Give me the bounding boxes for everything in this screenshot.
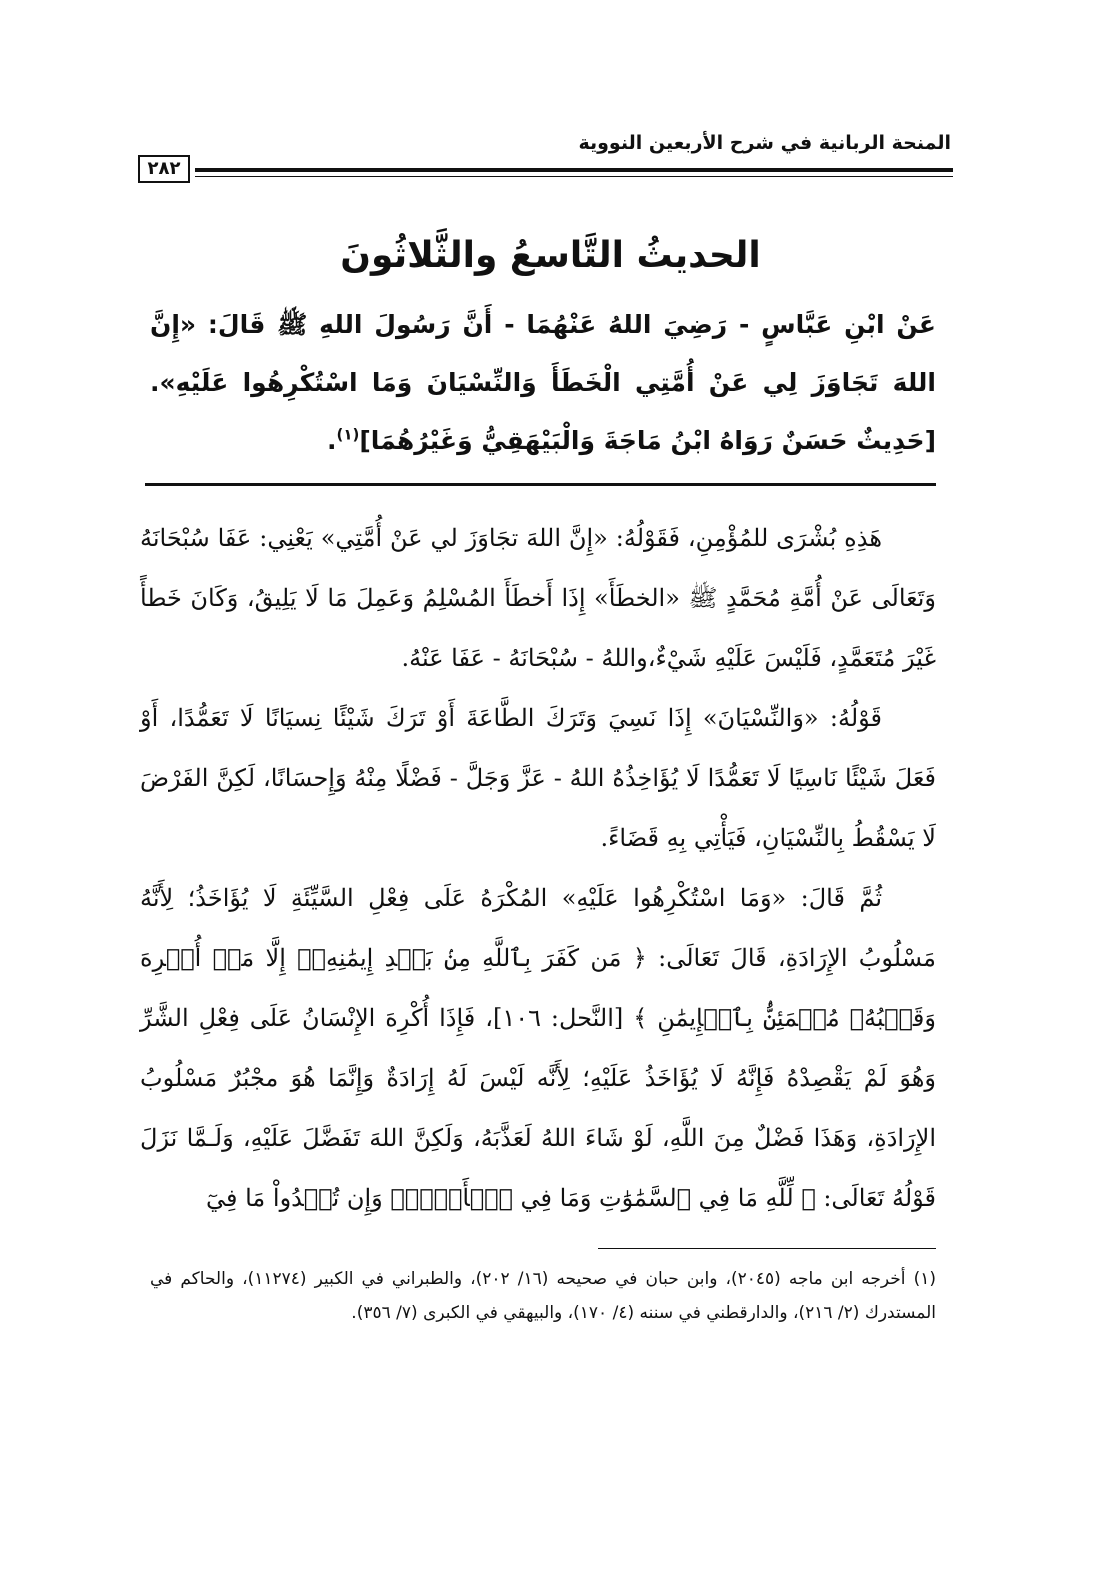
footnotes — [150, 1262, 936, 1330]
commentary-paragraph: ثُمَّ قَالَ: «وَمَا اسْتُكْرِهُوا عَلَيْهِ» المُكْرَهُ عَلَى فِعْلِ السَّيِّئَةِ لَا يُؤَاخَذُ؛ لِأَنَّهُ مَسْلُوبُ الإِرَادَةِ، قَالَ تَعَالَى: ﴿ مَن كَفَرَ بِٱللَّهِ مِنۢ بَعۡدِ إِيمَٰنِهِۦٓ إِلَّا مَنۡ أُكۡرِهَ وَقَلۡبُهُۥ مُطۡمَئِنُّۢ بِٱلۡإِيمَٰنِ ﴾ [النَّحل: ١٠٦]، فَإِذَا أُكْرِهَ الإِنْسَانُ عَلَى فِعْلِ الشَّرِّ وَهُوَ لَمْ يَقْصِدْهُ فَإِنَّهُ لَا يُؤَاخَذُ عَلَيْهِ؛ لِأَنَّه لَيْسَ لَهُ إِرَادَةٌ وَإِنَّمَا هُوَ مجْبُرٌ مَسْلُوبُ الإِرَادَةِ، وَهَذَا فَضْلٌ مِنَ اللَّهِ، لَوْ شَاءَ اللهُ لَعَذَّبَهُ، وَلَكِنَّ اللهَ تَفَضَّلَ عَلَيْهِ، وَلَـمَّا نَزَلَ قَوْلُهُ تَعَالَى: ﴿ لِّلَّهِ مَا فِي ٱلسَّمَٰوَٰتِ وَمَا فِي ٱلۡأَرۡضِۗ وَإِن تُبۡدُواْ مَا فِيٓ — [140, 884, 936, 1212]
commentary — [140, 508, 936, 1228]
chapter-title: الحديثُ التَّاسعُ والثَّلاثُونَ — [340, 235, 761, 276]
header-rule-thin — [195, 176, 953, 177]
commentary-paragraph: قَوْلُهُ: «وَالنِّسْيَانَ» إِذَا نَسِيَ وَتَرَكَ الطَّاعَةَ أَوْ تَرَكَ شَيْئًا نِسيَانًا لَا تَعَمُّدًا، أَوْ فَعَلَ شَيْئًا نَاسِيًا لَا تَعَمُّدًا لَا يُؤَاخِذُهُ اللهُ - عَزَّ وَجَلَّ - فَضْلًا مِنْهُ وَإِحسَانًا، لَكِنَّ الفَرْضَ لَا يَسْقُطُ بِالنِّسْيَانِ، فَيَأْتِي بِهِ قَضَاءً. — [140, 704, 936, 852]
footnote-number: (١) — [913, 1269, 936, 1289]
hadith-text — [150, 296, 936, 470]
footnote-text: أخرجه ابن ماجه (٢٠٤٥)، وابن حبان في صحيحه (١٦/ ٢٠٢)، والطبراني في الكبير (١١٢٧٤)، والحاكم في المستدرك (٢/ ٢١٦)، والدارقطني في سننه (٤/ ١٧٠)، والبيهقي في الكبرى (٧/ ٣٥٦). — [150, 1269, 936, 1323]
header-rule — [195, 168, 953, 172]
footnote-ref[interactable]: (١) — [336, 425, 360, 444]
hadith-end: . — [326, 426, 337, 455]
section-divider — [145, 483, 936, 486]
running-header: المنحة الربانية في شرح الأربعين النووية — [578, 132, 951, 154]
page-number: ٢٨٢ — [138, 155, 190, 183]
page-number-tick — [198, 168, 226, 172]
hadith-body: عَنْ ابْنِ عَبَّاسٍ - رَضِيَ اللهُ عَنْهُمَا - أَنَّ رَسُولَ اللهِ ﷺ قَالَ: «إِنَّ اللهَ تَجَاوَزَ لِي عَنْ أُمَّتِي الْخَطَأَ وَالنِّسْيَانَ وَمَا اسْتُكْرِهُوا عَلَيْهِ». [حَدِيثٌ حَسَنٌ رَوَاهُ ابْنُ مَاجَةَ وَالْبَيْهَقِيُّ وَغَيْرُهُمَا] — [150, 310, 936, 455]
footnote-divider — [598, 1248, 936, 1249]
footnote — [150, 1262, 936, 1330]
commentary-paragraph: هَذِهِ بُشْرَى للمُؤْمِنِ، فَقَوْلُهُ: «إِنَّ اللهَ تجَاوَزَ لي عَنْ أُمَّتِي» يَعْنِي: عَفَا سُبْحَانَهُ وَتَعَالَى عَنْ أُمَّةِ مُحَمَّدٍ ﷺ «الخطَأَ» إِذَا أَخطَأَ المُسْلِمُ وَعَمِلَ مَا لَا يَلِيقُ، وَكَانَ خَطأً غَيْرَ مُتَعَمَّدٍ، فَلَيْسَ عَلَيْهِ شَيْءٌ،واللهُ - سُبْحَانَهُ - عَفَا عَنْهُ. — [140, 524, 936, 672]
